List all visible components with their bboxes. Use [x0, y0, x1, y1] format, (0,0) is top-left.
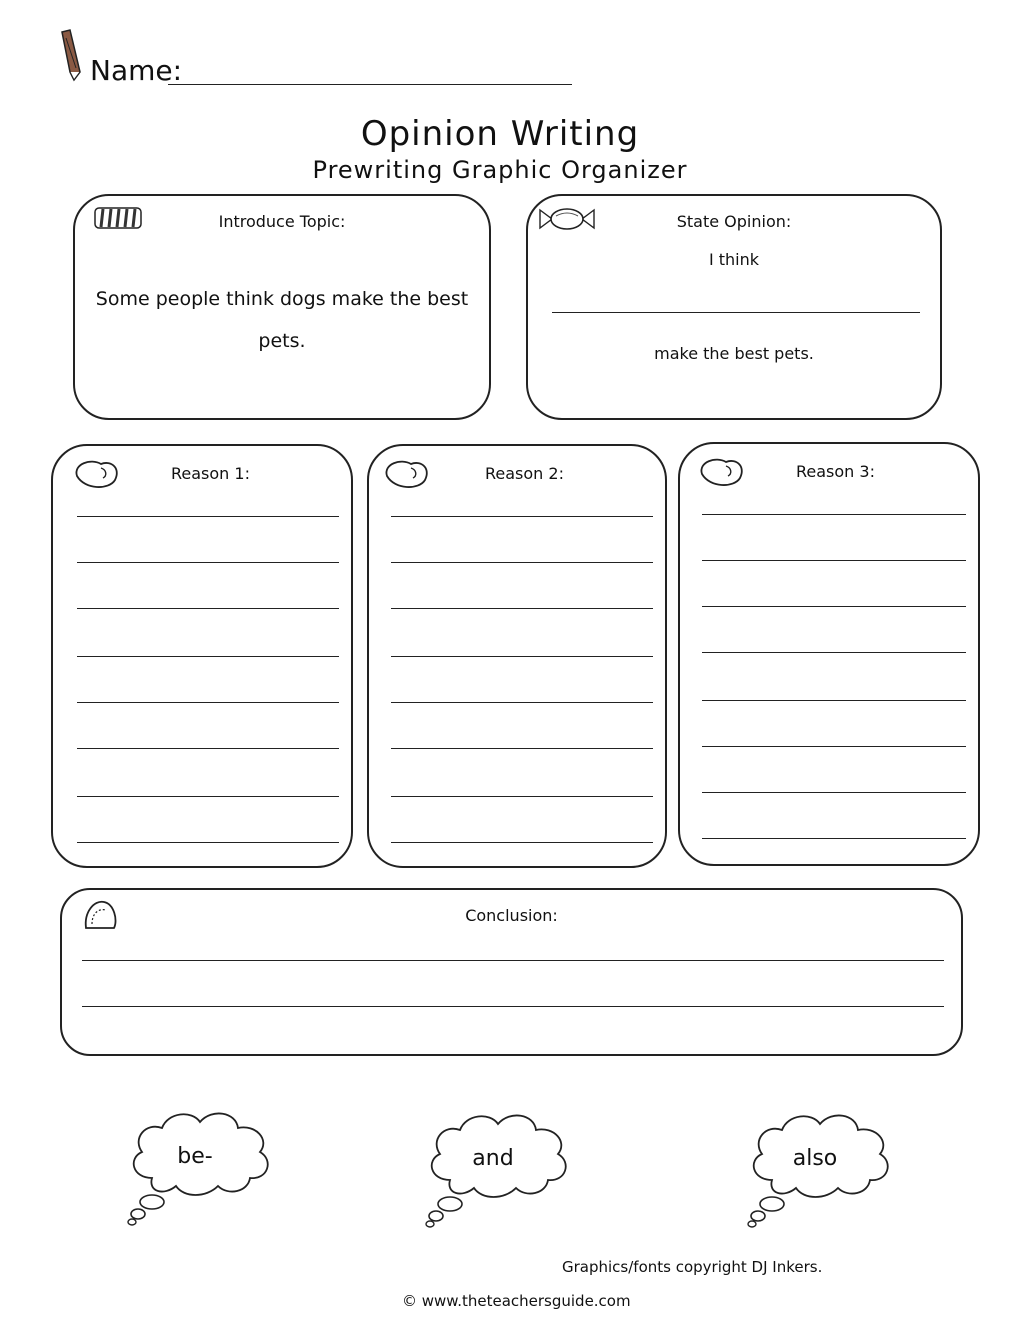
opinion-prompt: I think — [708, 250, 760, 269]
reason-line[interactable] — [702, 560, 966, 561]
copyright-text: Graphics/fonts copyright DJ Inkers. — [562, 1258, 823, 1276]
reason-line[interactable] — [702, 746, 966, 747]
reason-line[interactable] — [77, 562, 339, 563]
reason-line[interactable] — [391, 702, 653, 703]
introduce-topic-text: Some people think dogs make the best — [95, 288, 469, 310]
reason-line[interactable] — [77, 608, 339, 609]
state-opinion-label: State Opinion: — [676, 212, 792, 231]
reason-line[interactable] — [77, 702, 339, 703]
jellybean-icon — [696, 456, 746, 488]
state-opinion-box — [526, 194, 942, 420]
name-line[interactable] — [168, 84, 572, 85]
page-subtitle: Prewriting Graphic Organizer — [312, 156, 688, 184]
reason-line[interactable] — [391, 842, 653, 843]
reason-line[interactable] — [77, 842, 339, 843]
cloud-word-be: be- — [177, 1144, 213, 1169]
reason-line[interactable] — [702, 700, 966, 701]
reason-line[interactable] — [391, 562, 653, 563]
opinion-suffix: make the best pets. — [654, 344, 814, 363]
cloud-word-and: and — [472, 1146, 514, 1171]
introduce-topic-box — [73, 194, 491, 420]
reason-line[interactable] — [702, 838, 966, 839]
reason-3-label: Reason 3: — [796, 462, 875, 481]
reason-line[interactable] — [702, 514, 966, 515]
reason-line[interactable] — [702, 606, 966, 607]
pencil-icon — [56, 28, 86, 84]
introduce-topic-label: Introduce Topic: — [218, 212, 346, 231]
website-link[interactable]: © www.theteachersguide.com — [402, 1292, 631, 1310]
conclusion-line[interactable] — [82, 960, 944, 961]
page-title: Opinion Writing — [360, 114, 640, 154]
introduce-topic-text-2: pets. — [258, 330, 306, 352]
reason-line[interactable] — [702, 792, 966, 793]
reason-2-label: Reason 2: — [485, 464, 564, 483]
opinion-line[interactable] — [552, 312, 920, 313]
conclusion-line[interactable] — [82, 1006, 944, 1007]
conclusion-label: Conclusion: — [465, 906, 558, 925]
jellybean-icon — [71, 458, 121, 490]
reason-line[interactable] — [702, 652, 966, 653]
reason-3-box — [678, 442, 980, 866]
reason-line[interactable] — [391, 748, 653, 749]
cloud-word-also: also — [792, 1146, 838, 1171]
reason-line[interactable] — [391, 608, 653, 609]
conclusion-box — [60, 888, 963, 1056]
reason-1-label: Reason 1: — [171, 464, 250, 483]
jellybean-icon — [381, 458, 431, 490]
reason-line[interactable] — [391, 656, 653, 657]
reason-line[interactable] — [77, 516, 339, 517]
reason-line[interactable] — [77, 656, 339, 657]
name-label: Name: — [90, 54, 183, 87]
reason-line[interactable] — [77, 748, 339, 749]
reason-line[interactable] — [77, 796, 339, 797]
reason-line[interactable] — [391, 796, 653, 797]
reason-2-box — [367, 444, 667, 868]
reason-1-box — [51, 444, 353, 868]
reason-line[interactable] — [391, 516, 653, 517]
